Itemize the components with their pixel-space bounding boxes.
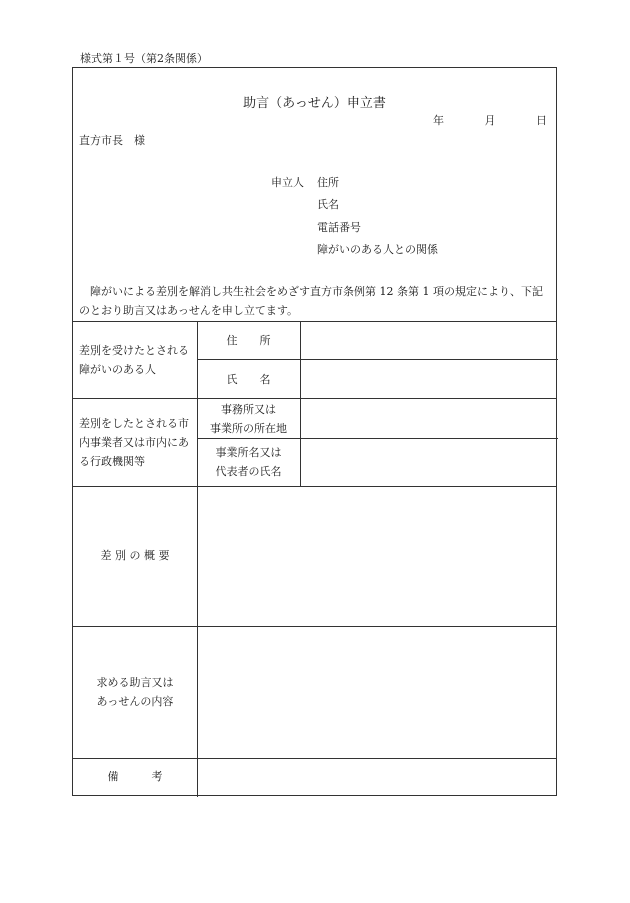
summary-label: 差 別 の 概 要 bbox=[100, 549, 170, 562]
victim-name-label: 氏 名 bbox=[226, 373, 271, 386]
date-month-label: 月 bbox=[484, 114, 496, 127]
applicant-phone-label: 電話番号 bbox=[317, 221, 361, 234]
victim-section-label: 差別を受けたとされる障がいのある人 bbox=[79, 344, 189, 376]
victim-name-field[interactable] bbox=[301, 360, 557, 398]
office-name-label-1: 事業所名又は bbox=[215, 446, 282, 459]
office-location-label-2: 事業所の所在地 bbox=[210, 422, 287, 435]
office-name-label-2: 代表者の氏名 bbox=[215, 465, 282, 478]
date-day-label: 日 bbox=[536, 114, 547, 127]
summary-field[interactable] bbox=[198, 487, 557, 626]
date-year-label: 年 bbox=[433, 114, 444, 127]
office-location-label-1: 事務所又は bbox=[221, 403, 276, 416]
intro-paragraph bbox=[79, 282, 551, 320]
office-location-field[interactable] bbox=[301, 399, 557, 438]
applicant-relation-label: 障がいのある人との関係 bbox=[317, 243, 438, 256]
applicant-label: 申立人 bbox=[271, 176, 304, 189]
intro-text: 障がいによる差別を解消し共生社会をめざす直方市条例第 12 条第 1 項の規定により、下記のとおり助言又はあっせんを申し立てます。 bbox=[79, 285, 543, 317]
remarks-label: 備 考 bbox=[107, 770, 163, 783]
addressee: 直方市長 様 bbox=[79, 134, 145, 147]
form-number-label: 様式第１号（第2条関係） bbox=[80, 52, 208, 65]
applicant-name-label: 氏名 bbox=[317, 198, 339, 211]
remarks-field[interactable] bbox=[198, 759, 557, 796]
victim-address-field[interactable] bbox=[301, 322, 557, 359]
applicant-address-label: 住所 bbox=[317, 176, 339, 189]
request-field[interactable] bbox=[198, 627, 557, 758]
victim-address-label: 住 所 bbox=[226, 334, 271, 347]
request-label-2: あっせんの内容 bbox=[96, 695, 174, 708]
office-name-field[interactable] bbox=[301, 439, 557, 486]
form-title: 助言（あっせん）申立書 bbox=[243, 96, 386, 111]
application-form bbox=[72, 67, 557, 796]
request-label-1: 求める助言又は bbox=[96, 676, 174, 689]
offender-section-label: 差別をしたとされる市内事業者又は市内にある行政機関等 bbox=[79, 417, 189, 468]
date-line bbox=[433, 112, 547, 128]
